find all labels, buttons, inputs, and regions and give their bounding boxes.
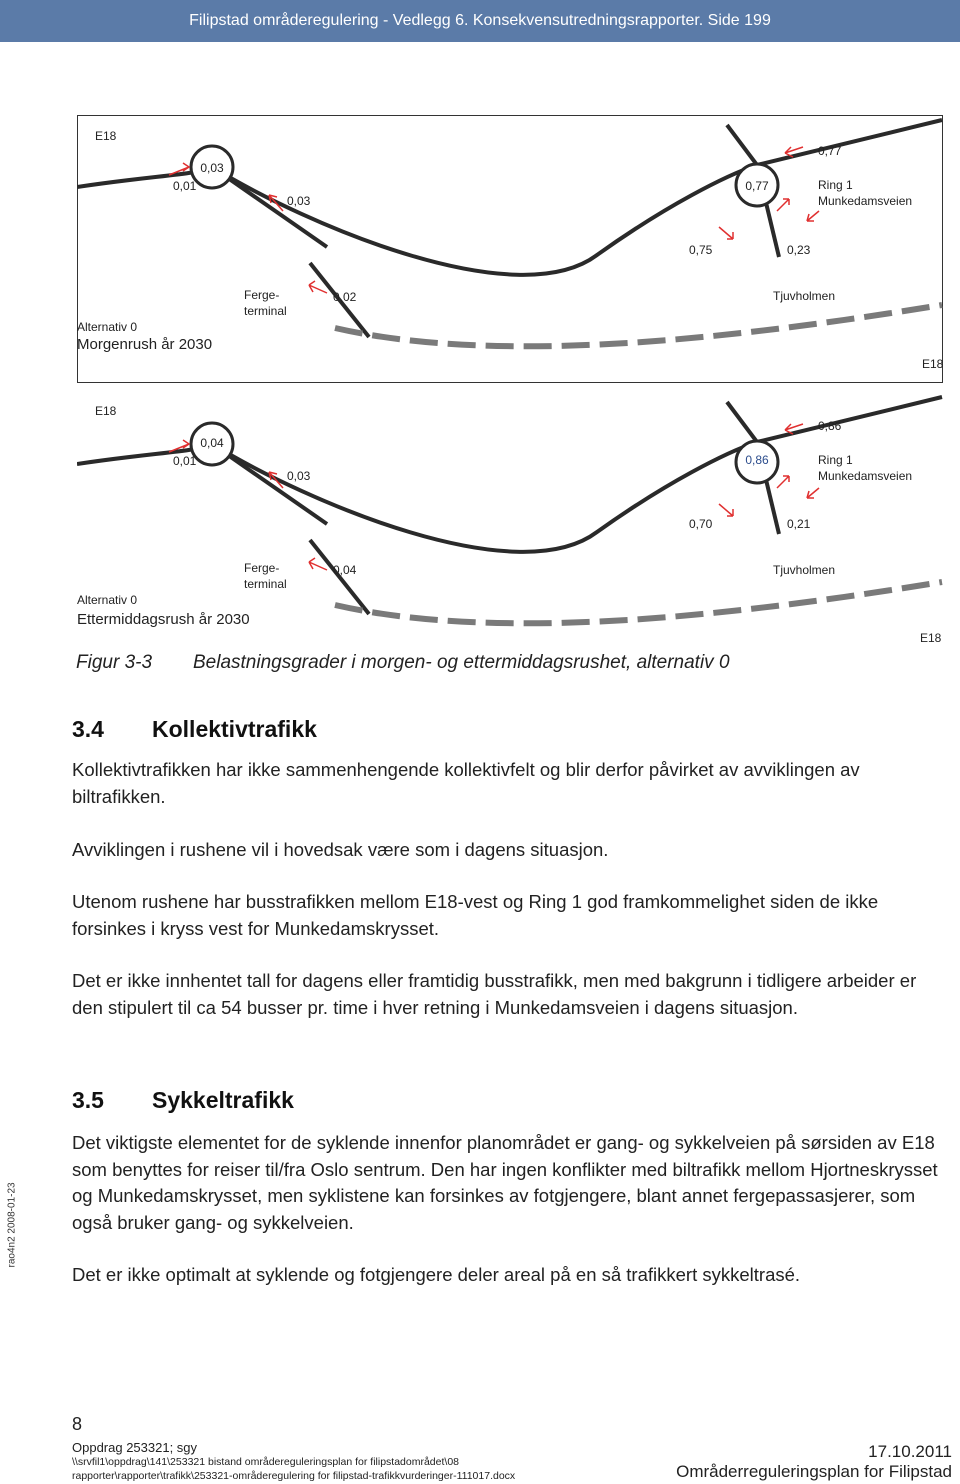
paragraph-5: Det viktigste elementet for de syklende innenfor planområdet er gang- og sykkelveien på sørsiden av E18 som benyttes for reiser til/fra Oslo sentrum. Den har ingen konflikter med biltrafikk mellom Hjortneskrysset og Munkedamskrysset, men syklistene kan forsinkes av fotgjengere, blant annet fergepassasjerer, som også bruker gang- og sykkelveien. bbox=[72, 1132, 938, 1233]
flow-arrows bbox=[169, 424, 819, 570]
paragraph-3: Utenom rushene har busstrafikken mellom E18-vest og Ring 1 god framkommelighet siden de ikke forsinkes i kryss vest for Munkedamskrysset. bbox=[72, 891, 879, 939]
value-ring-top: 0,86 bbox=[818, 419, 842, 433]
value-left: 0,01 bbox=[173, 179, 197, 193]
label-ferge-2: terminal bbox=[244, 304, 287, 318]
footer-path-1: \\srvfil1\oppdrag\141\253321 bistand områdereguleringsplan for filipstadområdet\08 bbox=[72, 1456, 459, 1468]
page-header: Filipstad områderegulering - Vedlegg 6. Konsekvensutredningsrapporter. Side 199 bbox=[0, 0, 960, 42]
diagram-afternoon bbox=[77, 392, 943, 650]
heading-title: Kollektivtrafikk bbox=[152, 716, 317, 742]
value-right: 0,03 bbox=[287, 469, 311, 483]
flow-arrows bbox=[169, 147, 819, 293]
footer-plan: Områderreguleringsplan for Filipstad bbox=[676, 1462, 952, 1481]
paragraph-4: Det er ikke innhentet tall for dagens eller framtidig busstrafikk, men med bakgrunn i tidligere arbeider er den stipulert til ca 54 busser pr. time i hver retning i Munkedamsveien i dagens situasjon. bbox=[72, 970, 917, 1018]
diagram-afternoon-svg bbox=[77, 392, 943, 650]
arrow-6 bbox=[777, 476, 789, 488]
label-munk: Munkedamsveien bbox=[818, 194, 913, 208]
footer-path-2: rapporter\rapporter\trafikk\253321-områderegulering for filipstad-trafikkvurderinger-111017.docx bbox=[72, 1470, 516, 1482]
road-main bbox=[212, 442, 757, 552]
footer-page-number: 8 bbox=[72, 1414, 83, 1434]
value-low-left: 0,75 bbox=[689, 243, 713, 257]
label-e18-bottom: E18 bbox=[922, 357, 943, 371]
road-ring-top bbox=[727, 120, 942, 165]
figure-text: Belastningsgrader i morgen- og ettermiddagsrushet, alternativ 0 bbox=[193, 652, 730, 673]
label-ferge-1: Ferge- bbox=[244, 288, 280, 302]
arrow-7 bbox=[807, 488, 819, 498]
side-note: rao4n2 2008-01-23 bbox=[6, 1182, 18, 1268]
arrow-5 bbox=[719, 227, 733, 239]
diagram-morning-svg bbox=[77, 115, 943, 383]
heading-title: Sykkeltrafikk bbox=[152, 1087, 294, 1113]
figure-number: Figur 3-3 bbox=[76, 652, 153, 673]
value-node-west: 0,04 bbox=[200, 436, 224, 450]
arrow-7 bbox=[807, 211, 819, 221]
value-node-ring: 0,86 bbox=[745, 453, 769, 467]
label-ring: Ring 1 bbox=[818, 453, 853, 467]
label-alt: Alternativ 0 bbox=[77, 320, 138, 334]
label-alt: Alternativ 0 bbox=[77, 593, 138, 607]
label-tjuv: Tjuvholmen bbox=[773, 289, 836, 303]
label-e18-bottom: E18 bbox=[920, 631, 942, 645]
arrow-6 bbox=[777, 199, 789, 211]
heading-number: 3.5 bbox=[72, 1087, 104, 1113]
label-ferge-2: terminal bbox=[244, 577, 287, 591]
label-title: Ettermiddagsrush år 2030 bbox=[77, 611, 250, 628]
label-ring: Ring 1 bbox=[818, 178, 853, 192]
value-ramp: 0,02 bbox=[333, 290, 357, 304]
value-ramp: 0,04 bbox=[333, 563, 357, 577]
label-tjuv: Tjuvholmen bbox=[773, 563, 836, 577]
label-ferge-1: Ferge- bbox=[244, 561, 280, 575]
value-ring-top: 0,77 bbox=[818, 144, 842, 158]
diagram-morning bbox=[77, 115, 943, 383]
label-munk: Munkedamsveien bbox=[818, 469, 913, 483]
label-e18-top: E18 bbox=[95, 129, 117, 143]
heading-number: 3.4 bbox=[72, 716, 104, 742]
value-right: 0,03 bbox=[287, 194, 311, 208]
value-left: 0,01 bbox=[173, 454, 197, 468]
road-main bbox=[212, 165, 757, 275]
value-node-west: 0,03 bbox=[200, 161, 224, 175]
road-e18-tunnel bbox=[335, 582, 942, 623]
paragraph-6: Det er ikke optimalt at syklende og fotgjengere deler areal på en så trafikkert sykkeltrasé. bbox=[72, 1264, 801, 1285]
label-title: Morgenrush år 2030 bbox=[77, 336, 213, 353]
value-node-ring: 0,77 bbox=[745, 179, 769, 193]
label-e18-top: E18 bbox=[95, 404, 117, 418]
road-e18-tunnel bbox=[335, 305, 942, 346]
footer-oppdrag: Oppdrag 253321; sgy bbox=[72, 1440, 198, 1455]
heading-3-4 bbox=[72, 716, 317, 743]
road-ferge-ramp bbox=[310, 540, 369, 614]
heading-3-5 bbox=[72, 1087, 294, 1114]
arrow-5 bbox=[719, 504, 733, 516]
footer-date: 17.10.2011 bbox=[868, 1442, 952, 1461]
paragraph-2: Avviklingen i rushene vil i hovedsak være som i dagens situasjon. bbox=[72, 839, 609, 860]
value-low-right: 0,23 bbox=[787, 243, 811, 257]
paragraph-1: Kollektivtrafikken har ikke sammenhengende kollektivfelt og blir derfor påvirket av avviklingen av biltrafikken. bbox=[72, 759, 860, 807]
value-low-right: 0,21 bbox=[787, 517, 811, 531]
value-low-left: 0,70 bbox=[689, 517, 713, 531]
